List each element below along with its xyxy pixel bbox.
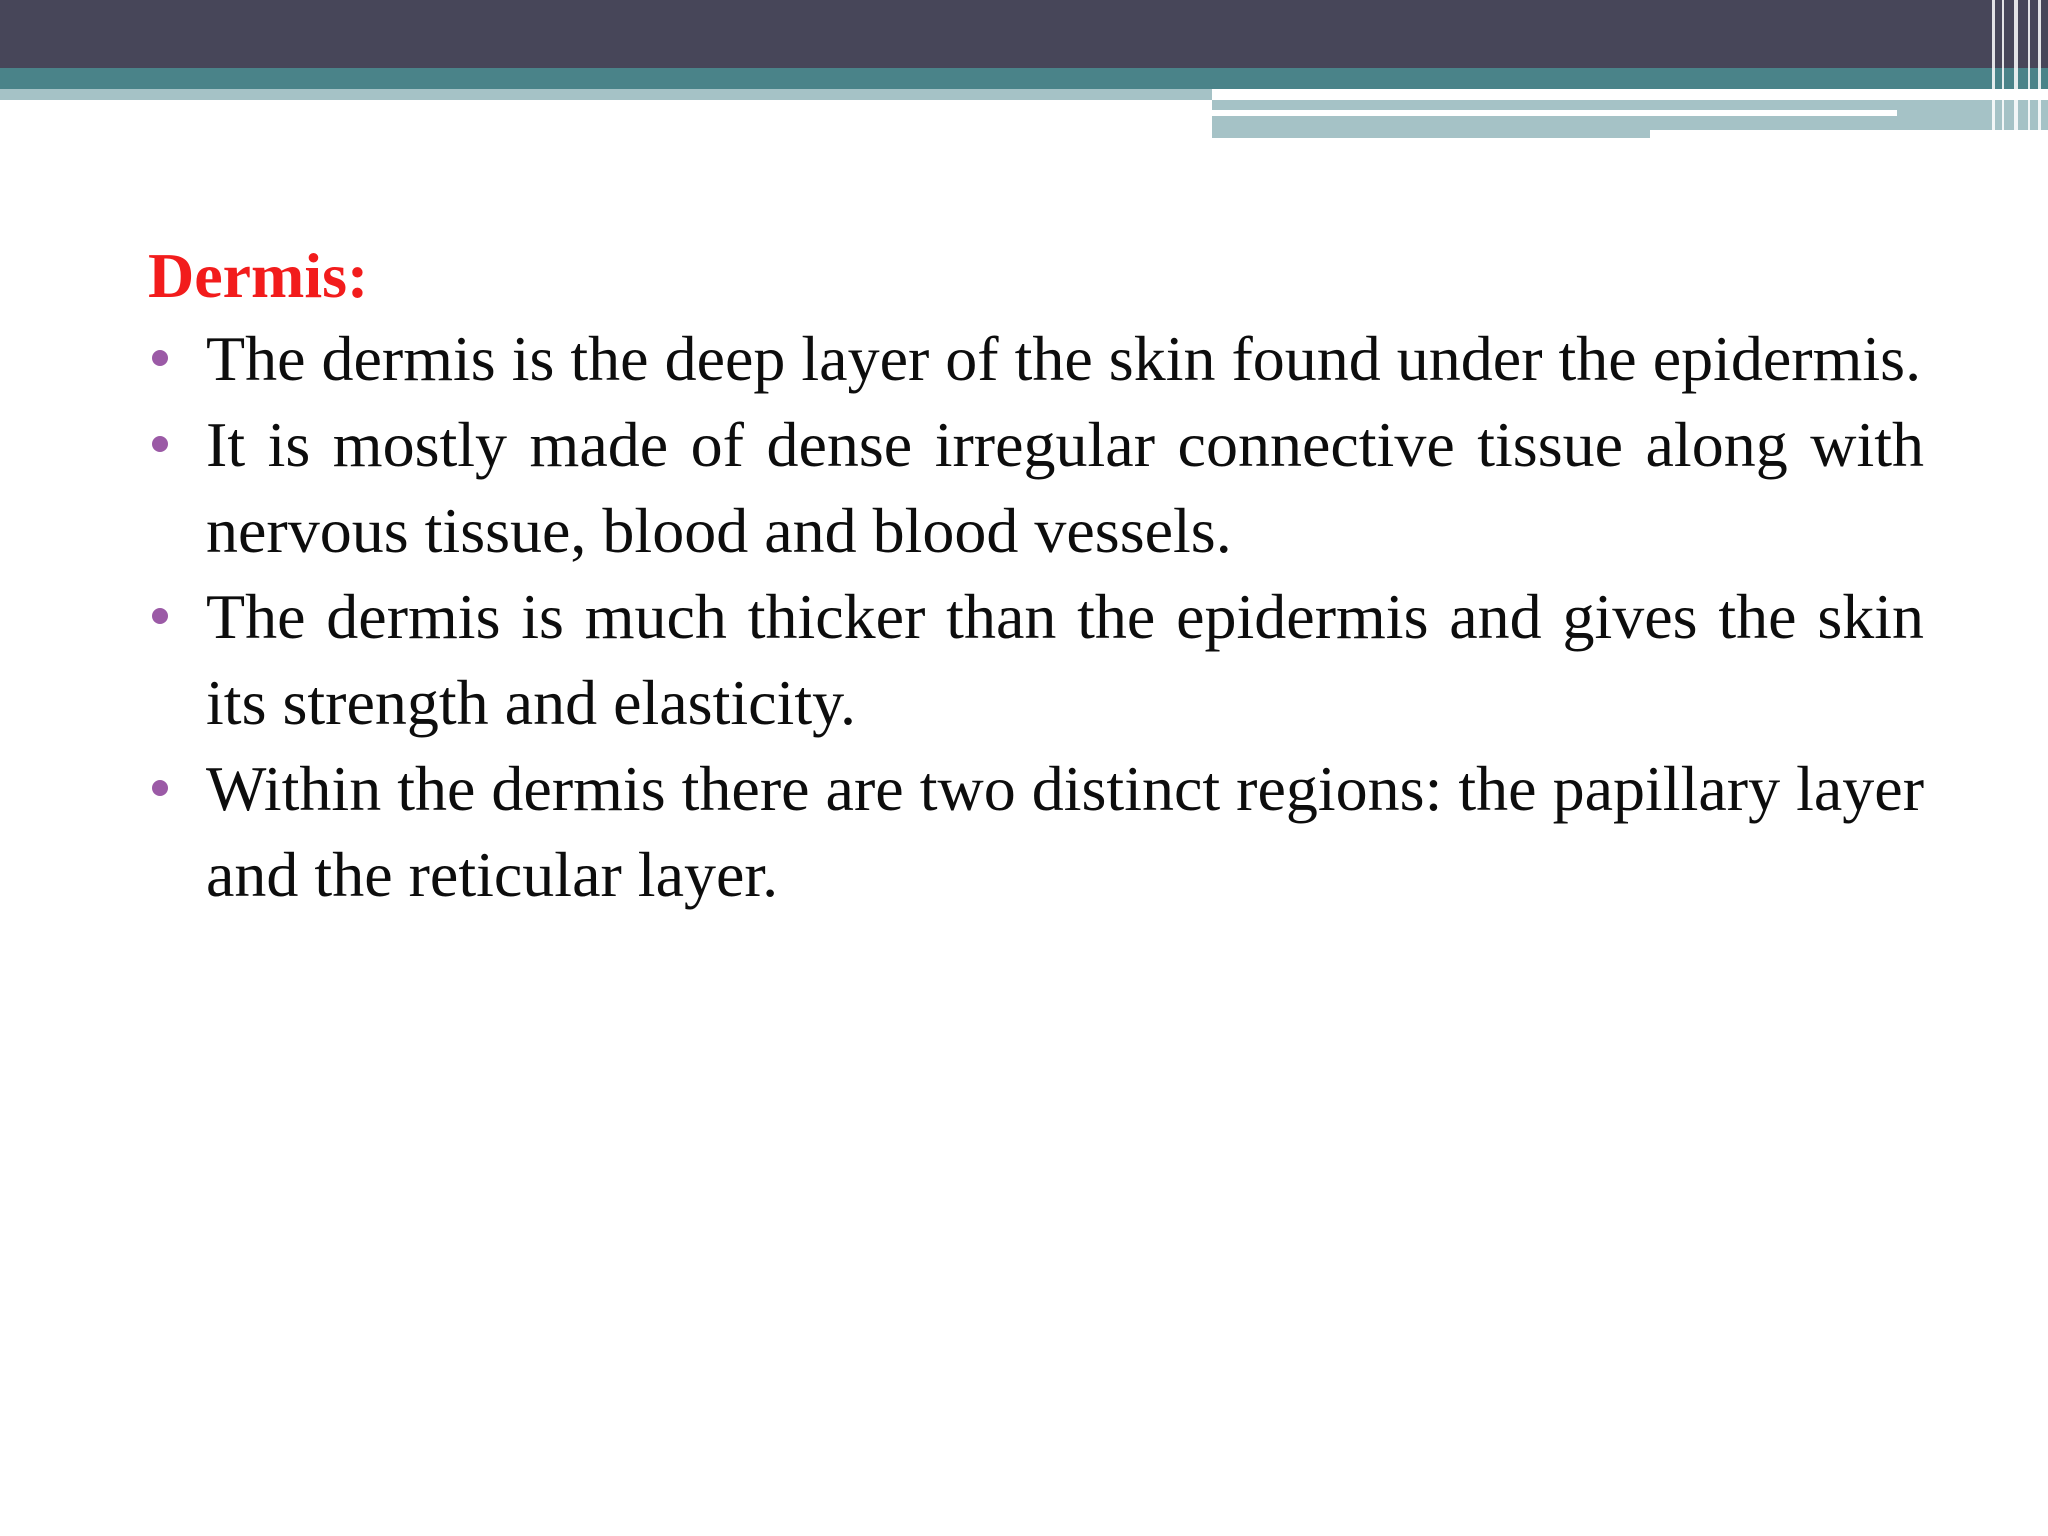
bullet-text: The dermis is the deep layer of the skin found under the epidermis.: [206, 323, 1922, 394]
header-light-stripe: [0, 89, 1212, 100]
bullet-list: [148, 316, 1924, 918]
bullet-dot-icon: [152, 780, 168, 796]
slide-content: [148, 236, 1924, 918]
bullet-dot-icon: [152, 436, 168, 452]
bullet-text: The dermis is much thicker than the epidermis and gives the skin its strength and elasticity.: [206, 581, 1924, 738]
bullet-item: [148, 316, 1924, 402]
bullet-text: It is mostly made of dense irregular connective tissue along with nervous tissue, blood and blood vessels.: [206, 409, 1924, 566]
bullet-dot-icon: [152, 608, 168, 624]
bullet-item: [148, 746, 1924, 918]
bullet-text: Within the dermis there are two distinct regions: the papillary layer and the reticular layer.: [206, 753, 1924, 910]
header-accent-line: [1212, 110, 1897, 116]
header-dark-stripe: [0, 0, 2048, 68]
header-decoration-band: [0, 0, 2048, 140]
bullet-dot-icon: [152, 350, 168, 366]
header-teal-stripe: [0, 68, 2048, 89]
slide-title: Dermis:: [148, 240, 369, 311]
bullet-item: [148, 402, 1924, 574]
header-vertical-stripes: [1984, 0, 2048, 140]
bullet-item: [148, 574, 1924, 746]
